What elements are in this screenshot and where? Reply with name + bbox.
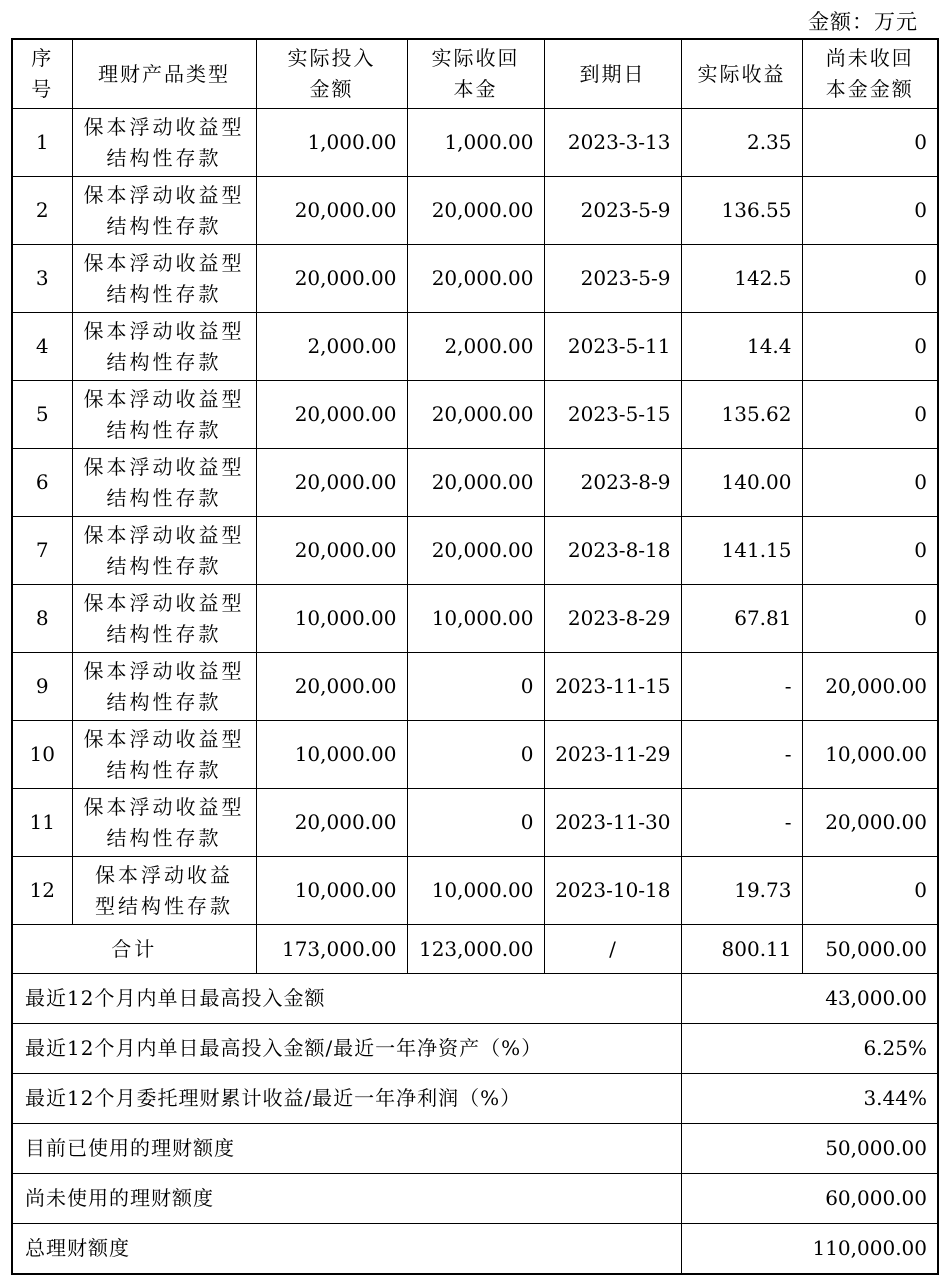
row-invest-amount: 20,000.00 <box>256 517 407 585</box>
table-row <box>12 857 938 925</box>
product-type-line: 保本浮动收益型 <box>83 794 245 819</box>
row-outstanding-principal: 0 <box>802 177 938 245</box>
product-type-line: 保本浮动收益型 <box>83 182 245 207</box>
row-product-type <box>72 585 256 653</box>
row-recovered-principal: 20,000.00 <box>407 381 544 449</box>
row-product-type <box>72 857 256 925</box>
row-seq: 12 <box>12 857 72 925</box>
row-outstanding-principal: 0 <box>802 585 938 653</box>
total-outstanding: 50,000.00 <box>802 925 938 974</box>
row-actual-income: 140.00 <box>681 449 802 517</box>
summary-row <box>12 974 938 1024</box>
summary-label: 尚未使用的理财额度 <box>12 1174 681 1224</box>
total-row <box>12 925 938 974</box>
row-seq: 7 <box>12 517 72 585</box>
row-product-type <box>72 653 256 721</box>
row-seq: 4 <box>12 313 72 381</box>
row-product-type <box>72 449 256 517</box>
row-seq: 3 <box>12 245 72 313</box>
row-outstanding-principal: 0 <box>802 449 938 517</box>
total-maturity: / <box>544 925 681 974</box>
row-outstanding-principal: 0 <box>802 857 938 925</box>
table-row <box>12 721 938 789</box>
summary-row <box>12 1224 938 1275</box>
total-label: 合计 <box>12 925 256 974</box>
product-type-line: 保本浮动收益型 <box>83 250 245 275</box>
row-invest-amount: 20,000.00 <box>256 245 407 313</box>
header-seq: 序 号 <box>12 39 72 109</box>
row-invest-amount: 10,000.00 <box>256 585 407 653</box>
row-outstanding-principal: 20,000.00 <box>802 653 938 721</box>
product-type-line: 结构性存款 <box>106 757 222 782</box>
product-type-line: 保本浮动收益型 <box>83 590 245 615</box>
header-maturity: 到期日 <box>544 39 681 109</box>
summary-row <box>12 1174 938 1224</box>
summary-value: 50,000.00 <box>681 1124 938 1174</box>
row-invest-amount: 20,000.00 <box>256 177 407 245</box>
table-row <box>12 381 938 449</box>
unit-note: 金额：万元 <box>808 10 918 34</box>
wealth-management-table <box>11 38 939 1275</box>
table-row <box>12 517 938 585</box>
row-recovered-principal: 20,000.00 <box>407 245 544 313</box>
row-maturity-date: 2023-8-18 <box>544 517 681 585</box>
product-type-line: 结构性存款 <box>106 281 222 306</box>
total-income: 800.11 <box>681 925 802 974</box>
row-actual-income: 2.35 <box>681 109 802 177</box>
product-type-line: 保本浮动收益 <box>95 862 233 887</box>
table-row <box>12 177 938 245</box>
table-row <box>12 653 938 721</box>
row-recovered-principal: 20,000.00 <box>407 177 544 245</box>
row-seq: 1 <box>12 109 72 177</box>
row-maturity-date: 2023-5-15 <box>544 381 681 449</box>
product-type-line: 结构性存款 <box>106 417 222 442</box>
row-recovered-principal: 20,000.00 <box>407 517 544 585</box>
product-type-line: 保本浮动收益型 <box>83 386 245 411</box>
product-type-line: 保本浮动收益型 <box>83 726 245 751</box>
row-outstanding-principal: 20,000.00 <box>802 789 938 857</box>
table-row <box>12 789 938 857</box>
row-maturity-date: 2023-3-13 <box>544 109 681 177</box>
row-actual-income: - <box>681 789 802 857</box>
row-maturity-date: 2023-11-29 <box>544 721 681 789</box>
row-recovered-principal: 10,000.00 <box>407 585 544 653</box>
row-invest-amount: 20,000.00 <box>256 653 407 721</box>
summary-label: 最近12个月委托理财累计收益/最近一年净利润（%） <box>12 1074 681 1124</box>
row-seq: 2 <box>12 177 72 245</box>
summary-label: 总理财额度 <box>12 1224 681 1275</box>
row-maturity-date: 2023-5-11 <box>544 313 681 381</box>
row-recovered-principal: 10,000.00 <box>407 857 544 925</box>
row-invest-amount: 20,000.00 <box>256 789 407 857</box>
summary-row <box>12 1124 938 1174</box>
summary-row <box>12 1074 938 1124</box>
row-maturity-date: 2023-11-30 <box>544 789 681 857</box>
row-actual-income: 67.81 <box>681 585 802 653</box>
row-maturity-date: 2023-10-18 <box>544 857 681 925</box>
row-seq: 8 <box>12 585 72 653</box>
row-outstanding-principal: 0 <box>802 109 938 177</box>
product-type-line: 结构性存款 <box>106 213 222 238</box>
summary-label: 最近12个月内单日最高投入金额/最近一年净资产（%） <box>12 1024 681 1074</box>
summary-label: 目前已使用的理财额度 <box>12 1124 681 1174</box>
row-outstanding-principal: 0 <box>802 517 938 585</box>
total-invest: 173,000.00 <box>256 925 407 974</box>
row-product-type <box>72 313 256 381</box>
summary-value: 110,000.00 <box>681 1224 938 1275</box>
product-type-line: 保本浮动收益型 <box>83 658 245 683</box>
row-recovered-principal: 2,000.00 <box>407 313 544 381</box>
row-recovered-principal: 0 <box>407 721 544 789</box>
row-invest-amount: 10,000.00 <box>256 721 407 789</box>
header-row <box>12 39 938 109</box>
product-type-line: 结构性存款 <box>106 553 222 578</box>
row-actual-income: - <box>681 721 802 789</box>
row-actual-income: 142.5 <box>681 245 802 313</box>
product-type-line: 结构性存款 <box>106 145 222 170</box>
product-type-line: 型结构性存款 <box>95 893 233 918</box>
row-recovered-principal: 1,000.00 <box>407 109 544 177</box>
product-type-line: 保本浮动收益型 <box>83 114 245 139</box>
row-product-type <box>72 789 256 857</box>
row-maturity-date: 2023-11-15 <box>544 653 681 721</box>
row-recovered-principal: 20,000.00 <box>407 449 544 517</box>
row-invest-amount: 2,000.00 <box>256 313 407 381</box>
row-product-type <box>72 381 256 449</box>
row-seq: 6 <box>12 449 72 517</box>
row-seq: 9 <box>12 653 72 721</box>
row-seq: 11 <box>12 789 72 857</box>
row-outstanding-principal: 0 <box>802 245 938 313</box>
row-actual-income: 135.62 <box>681 381 802 449</box>
row-seq: 5 <box>12 381 72 449</box>
row-product-type <box>72 109 256 177</box>
row-maturity-date: 2023-5-9 <box>544 177 681 245</box>
row-invest-amount: 20,000.00 <box>256 381 407 449</box>
row-invest-amount: 1,000.00 <box>256 109 407 177</box>
product-type-line: 结构性存款 <box>106 349 222 374</box>
row-seq: 10 <box>12 721 72 789</box>
row-product-type <box>72 721 256 789</box>
row-maturity-date: 2023-8-9 <box>544 449 681 517</box>
summary-value: 3.44% <box>681 1074 938 1124</box>
row-outstanding-principal: 0 <box>802 381 938 449</box>
row-actual-income: 136.55 <box>681 177 802 245</box>
product-type-line: 保本浮动收益型 <box>83 522 245 547</box>
table-row <box>12 109 938 177</box>
product-type-line: 保本浮动收益型 <box>83 318 245 343</box>
header-income: 实际收益 <box>681 39 802 109</box>
row-product-type <box>72 245 256 313</box>
table-row <box>12 245 938 313</box>
row-actual-income: 14.4 <box>681 313 802 381</box>
summary-value: 43,000.00 <box>681 974 938 1024</box>
row-actual-income: 19.73 <box>681 857 802 925</box>
summary-row <box>12 1024 938 1074</box>
header-outstanding: 尚未收回 本金金额 <box>802 39 938 109</box>
row-invest-amount: 10,000.00 <box>256 857 407 925</box>
total-recovered: 123,000.00 <box>407 925 544 974</box>
row-maturity-date: 2023-8-29 <box>544 585 681 653</box>
summary-label: 最近12个月内单日最高投入金额 <box>12 974 681 1024</box>
product-type-line: 结构性存款 <box>106 621 222 646</box>
product-type-line: 保本浮动收益型 <box>83 454 245 479</box>
header-recovered: 实际收回 本金 <box>407 39 544 109</box>
row-recovered-principal: 0 <box>407 789 544 857</box>
row-product-type <box>72 517 256 585</box>
row-product-type <box>72 177 256 245</box>
table-row <box>12 313 938 381</box>
row-actual-income: - <box>681 653 802 721</box>
table-row <box>12 585 938 653</box>
product-type-line: 结构性存款 <box>106 689 222 714</box>
row-invest-amount: 20,000.00 <box>256 449 407 517</box>
row-outstanding-principal: 0 <box>802 313 938 381</box>
header-invest: 实际投入 金额 <box>256 39 407 109</box>
row-actual-income: 141.15 <box>681 517 802 585</box>
summary-value: 60,000.00 <box>681 1174 938 1224</box>
product-type-line: 结构性存款 <box>106 825 222 850</box>
header-type: 理财产品类型 <box>72 39 256 109</box>
row-outstanding-principal: 10,000.00 <box>802 721 938 789</box>
summary-value: 6.25% <box>681 1024 938 1074</box>
row-maturity-date: 2023-5-9 <box>544 245 681 313</box>
table-row <box>12 449 938 517</box>
product-type-line: 结构性存款 <box>106 485 222 510</box>
row-recovered-principal: 0 <box>407 653 544 721</box>
